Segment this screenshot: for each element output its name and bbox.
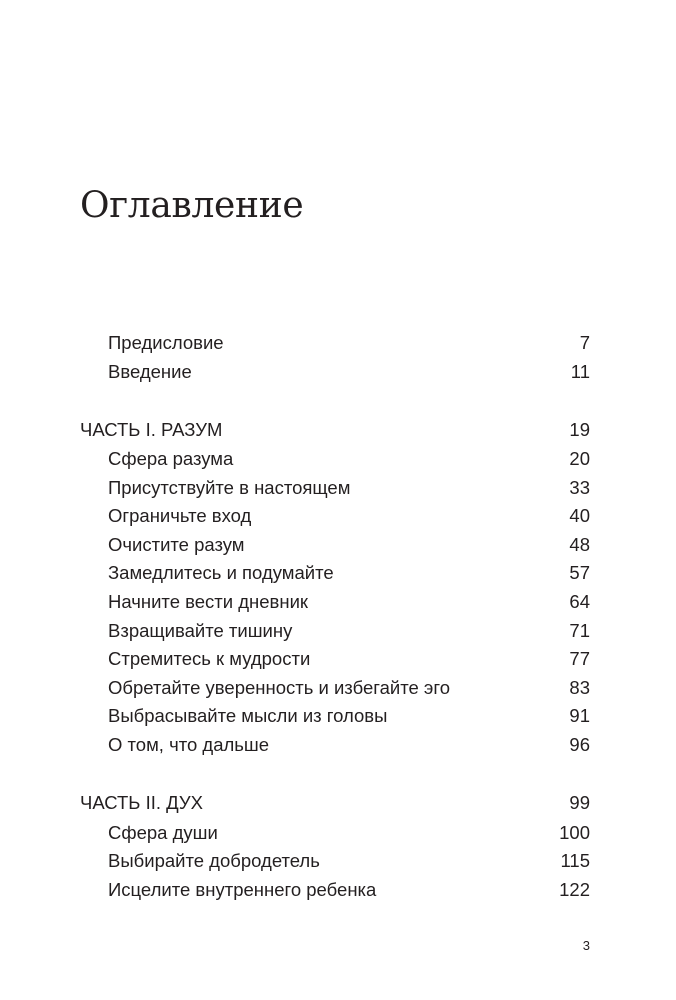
toc-entry-title: Ограничьте вход: [108, 505, 252, 526]
toc-entry-title: Сфера души: [108, 822, 218, 843]
page-number: 3: [582, 938, 590, 953]
toc-entry-page: 7: [579, 332, 590, 353]
toc-entry-page: 96: [569, 734, 590, 755]
toc-part-title: ЧАСТЬ II. ДУХ: [80, 792, 203, 813]
toc-entry-title: Очистите разум: [108, 534, 245, 555]
toc-entry[interactable]: [80, 560, 590, 586]
toc-entry[interactable]: [80, 618, 590, 644]
toc-entry-title: Стремитесь к мудрости: [108, 648, 311, 669]
toc-part-mind[interactable]: [80, 417, 590, 443]
toc-entry-page: 64: [569, 591, 590, 612]
toc-entry-title: Сфера разума: [108, 448, 234, 469]
toc-entry-page: 33: [569, 477, 590, 498]
toc-entry[interactable]: [80, 877, 590, 903]
toc-entry-title: Выбирайте добродетель: [108, 850, 320, 871]
toc-entry-title: Выбрасывайте мысли из головы: [108, 705, 388, 726]
toc-entry[interactable]: [80, 820, 590, 846]
toc-entry-introduction[interactable]: [80, 359, 590, 385]
toc-entry[interactable]: [80, 589, 590, 615]
toc-entry-page: 115: [560, 850, 590, 871]
toc-entry-page: 71: [569, 620, 590, 641]
toc-entry-title: Начните вести дневник: [108, 591, 309, 612]
toc-entry[interactable]: [80, 646, 590, 672]
toc-entry-title: Предисловие: [108, 332, 224, 353]
toc-entry-page: 99: [569, 792, 590, 813]
toc-part-title: ЧАСТЬ I. РАЗУМ: [80, 419, 223, 440]
toc-entry-page: 122: [559, 879, 590, 900]
toc-part-spirit[interactable]: [80, 790, 590, 816]
toc-entry-title: Взращивайте тишину: [108, 620, 293, 641]
toc-entry-page: 11: [570, 361, 590, 382]
toc-entry[interactable]: [80, 446, 590, 472]
toc-entry-page: 57: [569, 562, 590, 583]
toc-entry-page: 40: [569, 505, 590, 526]
toc-entry[interactable]: [80, 532, 590, 558]
toc-entry-page: 100: [559, 822, 590, 843]
toc-entry[interactable]: [80, 703, 590, 729]
toc-entry-page: 77: [569, 648, 590, 669]
toc-entry-title: Присутствуйте в настоящем: [108, 477, 351, 498]
toc-entry-preface[interactable]: [80, 330, 590, 356]
toc-entry-page: 83: [569, 677, 590, 698]
toc-entry-title: Обретайте уверенность и избегайте эго: [108, 677, 450, 698]
page-title: Оглавление: [80, 185, 304, 226]
toc-entry-title: Исцелите внутреннего ребенка: [108, 879, 377, 900]
toc-entry-page: 91: [569, 705, 590, 726]
toc-entry-page: 20: [569, 448, 590, 469]
toc-entry[interactable]: [80, 475, 590, 501]
toc-entry-title: Введение: [108, 361, 192, 382]
toc-entry[interactable]: [80, 675, 590, 701]
toc-entry[interactable]: [80, 732, 590, 758]
toc-entry-title: О том, что дальше: [108, 734, 270, 755]
toc-entry[interactable]: [80, 848, 590, 874]
toc-entry-page: 48: [569, 534, 590, 555]
toc-entry-page: 19: [569, 419, 590, 440]
toc-entry-title: Замедлитесь и подумайте: [108, 562, 334, 583]
toc-entry[interactable]: [80, 503, 590, 529]
